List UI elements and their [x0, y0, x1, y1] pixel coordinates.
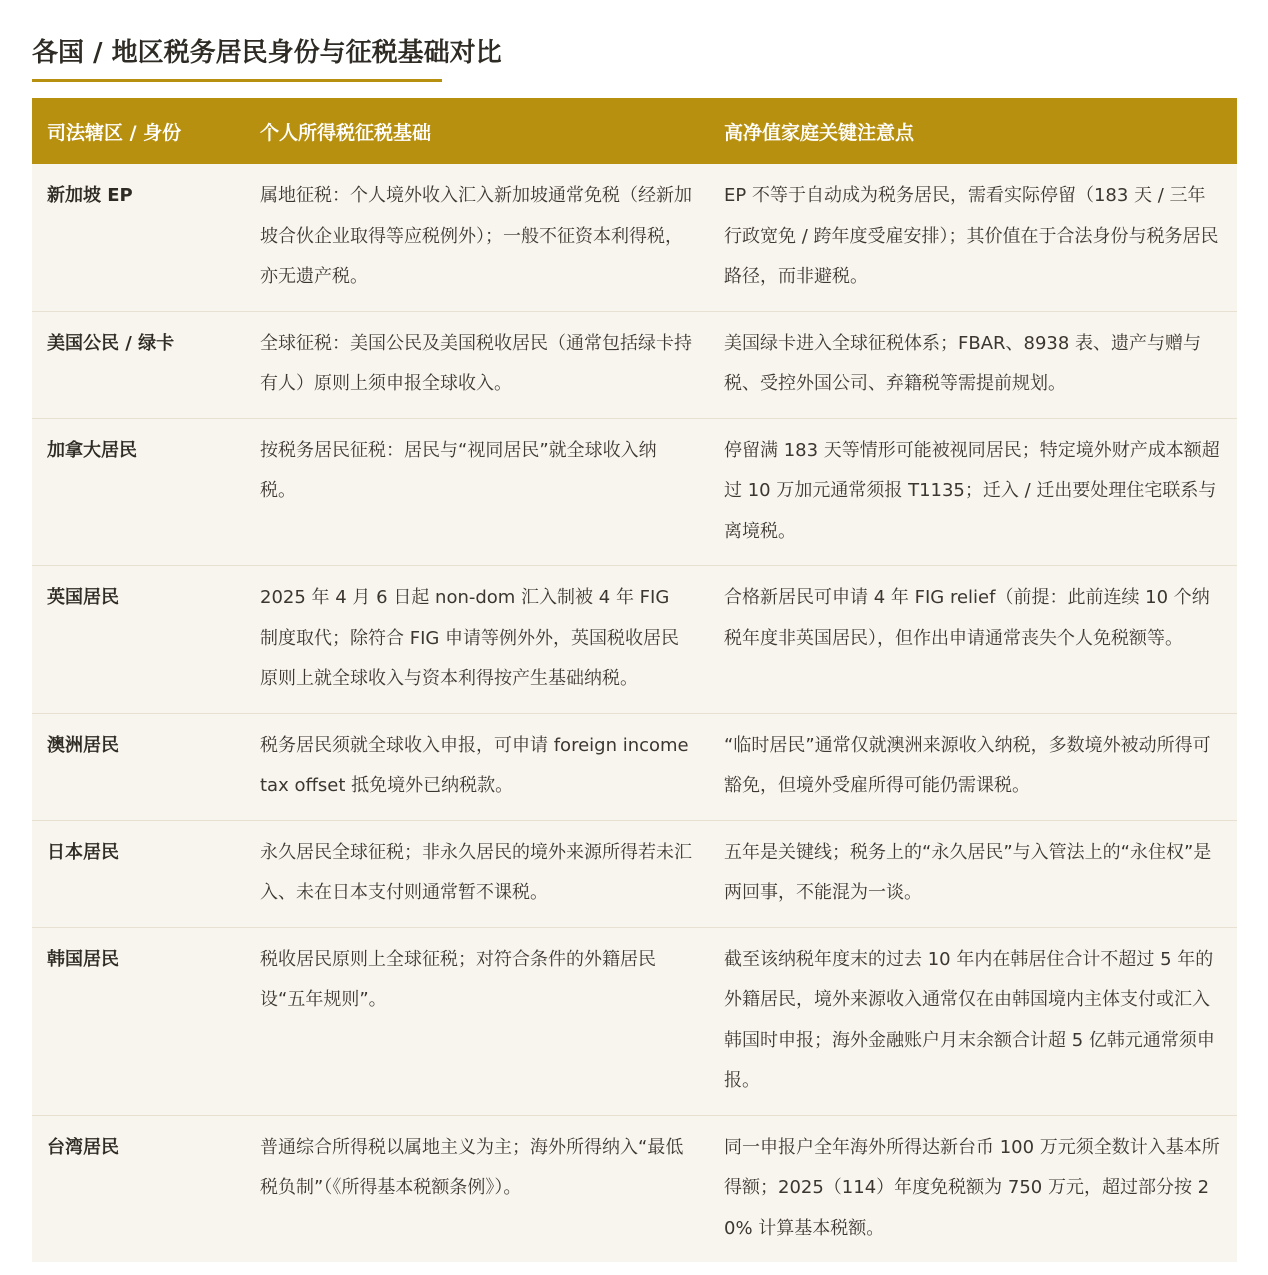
table-row — [32, 927, 1237, 1115]
title-block — [32, 34, 502, 82]
cell-tax-basis: 2025 年 4 月 6 日起 non-dom 汇入制被 4 年 FIG 制度取代；除符合 FIG 申请等例外外，英国税收居民原则上就全球收入与资本利得按产生基础纳税。 — [246, 566, 710, 714]
title-underline — [32, 79, 442, 82]
cell-key-points: 合格新居民可申请 4 年 FIG relief（前提：此前连续 10 个纳税年度非英国居民），但作出申请通常丧失个人免税额等。 — [710, 566, 1237, 714]
table-body — [32, 164, 1237, 1262]
cell-tax-basis: 普通综合所得税以属地主义为主；海外所得纳入“最低税负制”（《所得基本税额条例》）。 — [246, 1115, 710, 1262]
cell-jurisdiction: 加拿大居民 — [32, 418, 246, 566]
page-title: 各国 / 地区税务居民身份与征税基础对比 — [32, 38, 502, 68]
table-row — [32, 713, 1237, 820]
cell-key-points: 同一申报户全年海外所得达新台币 100 万元须全数计入基本所得额；2025（114）年度免税额为 750 万元，超过部分按 20% 计算基本税额。 — [710, 1115, 1237, 1262]
cell-jurisdiction: 澳洲居民 — [32, 713, 246, 820]
header-tax-basis: 个人所得税征税基础 — [260, 121, 432, 144]
cell-tax-basis: 税务居民须就全球收入申报，可申请 foreign income tax offset 抵免境外已纳税款。 — [246, 713, 710, 820]
cell-key-points: 停留满 183 天等情形可能被视同居民；特定境外财产成本额超过 10 万加元通常须报 T1135；迁入 / 迁出要处理住宅联系与离境税。 — [710, 418, 1237, 566]
cell-key-points: 截至该纳税年度末的过去 10 年内在韩居住合计不超过 5 年的外籍居民，境外来源收入通常仅在由韩国境内主体支付或汇入韩国时申报；海外金融账户月末余额合计超 5 亿韩元通常须申报。 — [710, 927, 1237, 1115]
cell-key-points: EP 不等于自动成为税务居民，需看实际停留（183 天 / 三年行政宽免 / 跨年度受雇安排）；其价值在于合法身份与税务居民路径，而非避税。 — [724, 185, 1219, 287]
table-row — [32, 418, 1237, 566]
header-jurisdiction: 司法辖区 / 身份 — [47, 121, 182, 144]
table-row — [32, 1115, 1237, 1262]
cell-jurisdiction: 美国公民 / 绿卡 — [32, 311, 246, 418]
table-row — [32, 164, 1237, 311]
cell-tax-basis: 永久居民全球征税；非永久居民的境外来源所得若未汇入、未在日本支付则通常暂不课税。 — [246, 820, 710, 927]
comparison-table — [32, 98, 1237, 1262]
header-key-points: 高净值家庭关键注意点 — [724, 121, 915, 144]
cell-tax-basis: 全球征税：美国公民及美国税收居民（通常包括绿卡持有人）原则上须申报全球收入。 — [246, 311, 710, 418]
cell-jurisdiction: 英国居民 — [32, 566, 246, 714]
cell-jurisdiction: 日本居民 — [32, 820, 246, 927]
cell-key-points: “临时居民”通常仅就澳洲来源收入纳税，多数境外被动所得可豁免，但境外受雇所得可能仍需课税。 — [710, 713, 1237, 820]
table-header-row — [32, 98, 1237, 164]
cell-tax-basis: 税收居民原则上全球征税；对符合条件的外籍居民设“五年规则”。 — [246, 927, 710, 1115]
cell-tax-basis: 属地征税：个人境外收入汇入新加坡通常免税（经新加坡合伙企业取得等应税例外）；一般不征资本利得税，亦无遗产税。 — [260, 185, 692, 287]
comparison-table-container — [32, 98, 1237, 1262]
cell-jurisdiction: 韩国居民 — [32, 927, 246, 1115]
table-row — [32, 820, 1237, 927]
cell-jurisdiction: 新加坡 EP — [47, 185, 133, 206]
cell-tax-basis: 按税务居民征税：居民与“视同居民”就全球收入纳税。 — [246, 418, 710, 566]
cell-jurisdiction: 台湾居民 — [32, 1115, 246, 1262]
table-row — [32, 566, 1237, 714]
cell-key-points: 美国绿卡进入全球征税体系；FBAR、8938 表、遗产与赠与税、受控外国公司、弃籍税等需提前规划。 — [710, 311, 1237, 418]
table-header — [32, 98, 1237, 164]
cell-key-points: 五年是关键线；税务上的“永久居民”与入管法上的“永住权”是两回事，不能混为一谈。 — [710, 820, 1237, 927]
table-row — [32, 311, 1237, 418]
